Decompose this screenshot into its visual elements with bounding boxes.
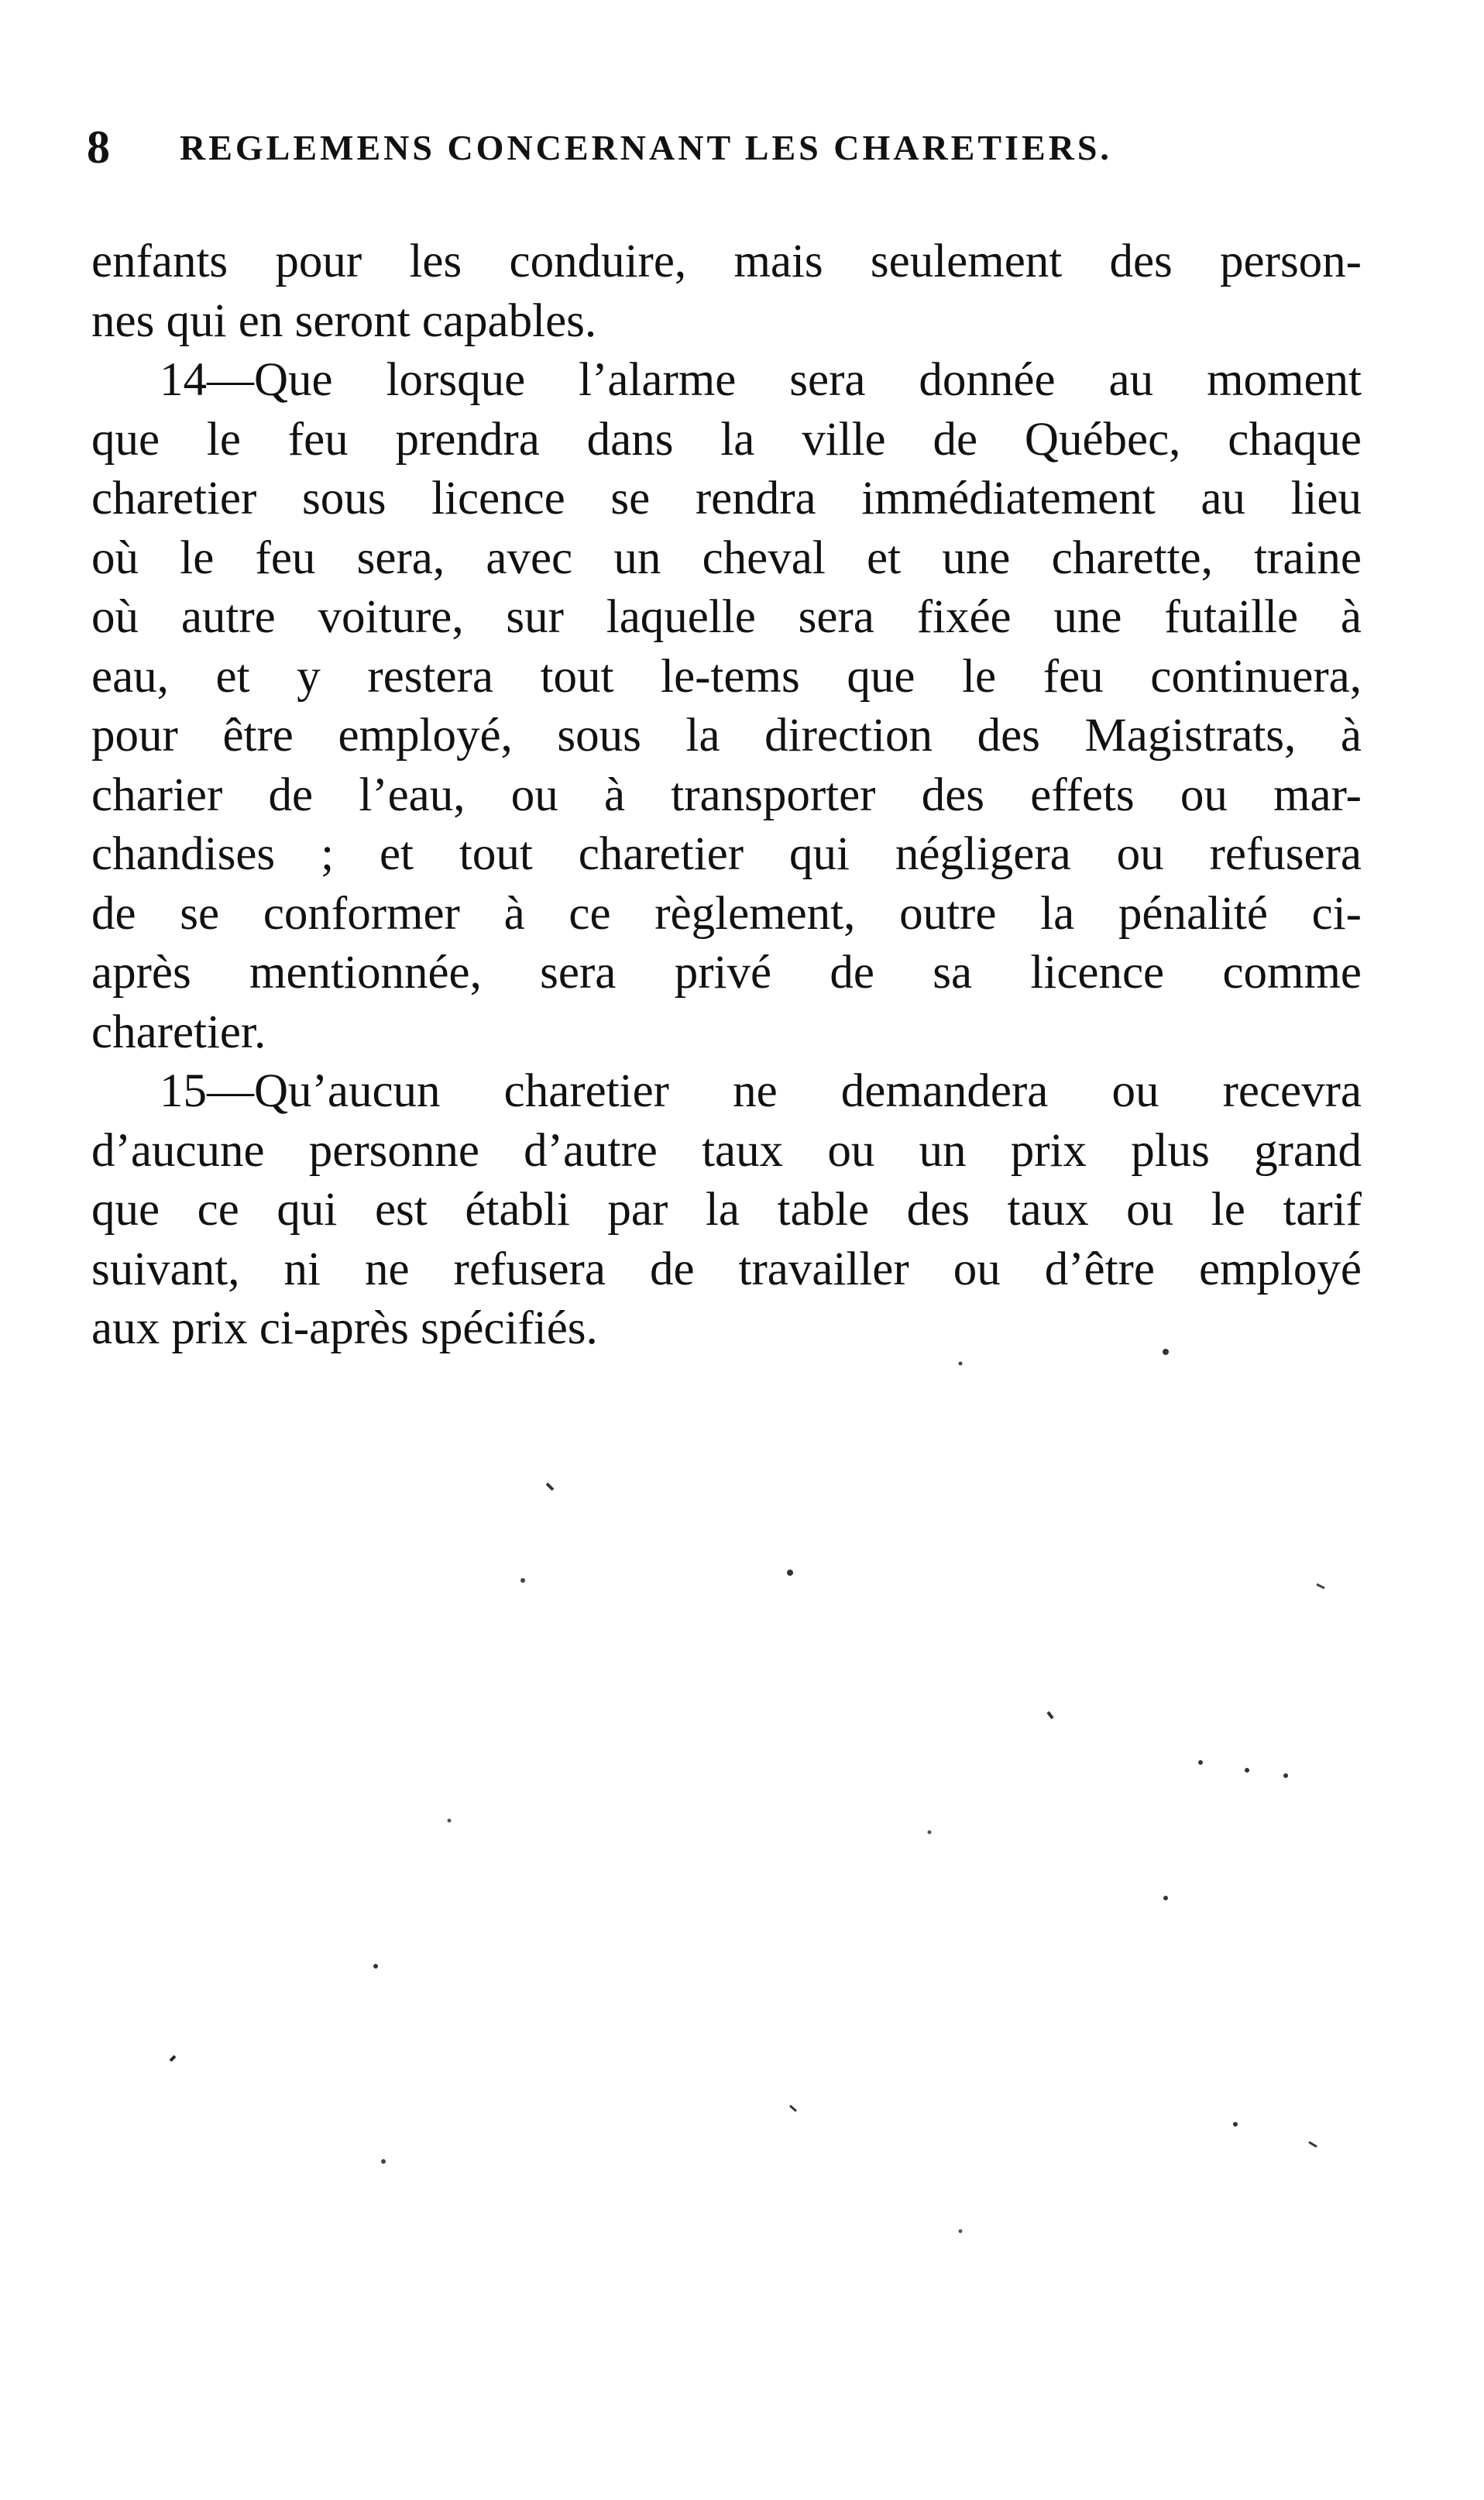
running-head [87,116,1357,178]
paragraph-14-start: 14—Que lorsque l’alarme sera donnée au moment [160,354,1362,406]
paragraph-15-start: 15—Qu’aucun charetier ne demandera ou recevra [160,1065,1362,1117]
text-line: chandises ; et tout charetier qui négligera ou refusera [91,828,1362,880]
text-line: enfants pour les conduire, mais seulement des person- [91,236,1362,287]
text-line: suivant, ni ne refusera de travailler ou d’être employé [91,1243,1362,1295]
text-line: après mentionnée, sera privé de sa licence comme [91,947,1362,999]
text-line: aux prix ci-après spécifiés. [91,1302,598,1354]
text-line: nes qui en seront capables. [91,294,597,347]
text-line: charetier sous licence se rendra immédiatement au lieu [91,473,1362,524]
text-line: charetier. [91,1006,266,1058]
text-line: où autre voiture, sur laquelle sera fixée une futaille à [91,591,1362,643]
running-title: REGLEMENS CONCERNANT LES CHARETIERS. [180,127,1112,167]
text-line: pour être employé, sous la direction des Magistrats, à [91,710,1362,762]
text-line: où le feu sera, avec un cheval et une charette, traine [91,531,1362,584]
text-line: que ce qui est établi par la table des taux ou le tarif [91,1184,1362,1236]
text-line: eau, et y restera tout le-tems que le feu continuera, [91,650,1362,703]
text-line: que le feu prendra dans la ville de Québec, chaque [91,413,1362,466]
text-line: de se conformer à ce règlement, outre la pénalité ci- [91,887,1362,940]
text-line: charier de l’eau, ou à transporter des effets ou mar- [91,769,1362,821]
body-text [91,232,1362,1359]
text-line: d’aucune personne d’autre taux ou un prix plus grand [91,1124,1362,1177]
page-number: 8 [87,121,112,173]
